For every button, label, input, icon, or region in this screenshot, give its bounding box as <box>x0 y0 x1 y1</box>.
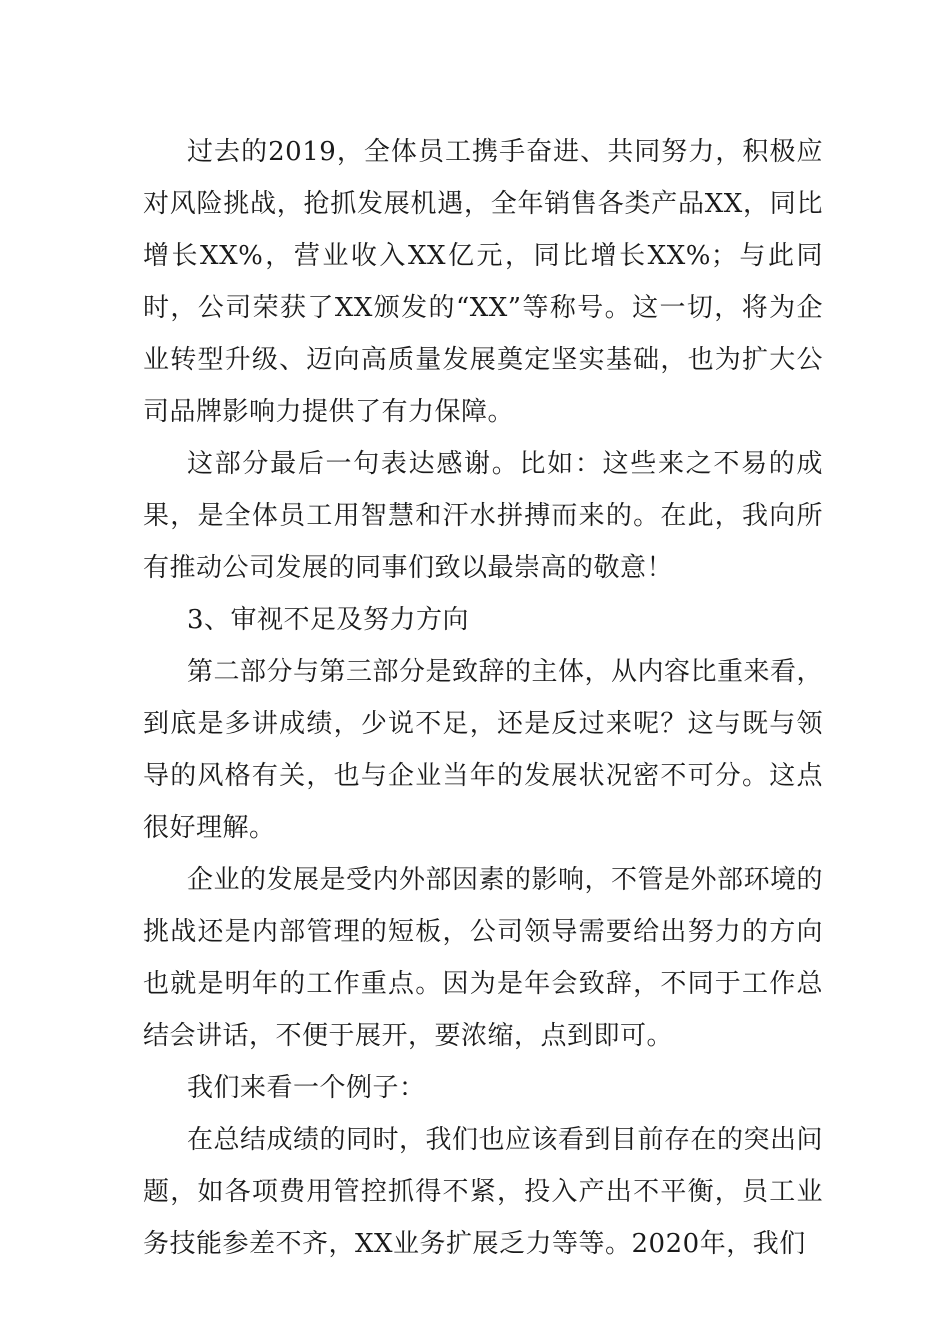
paragraph-example-intro: 我们来看一个例子： <box>187 1073 426 1103</box>
paragraph-thanks: 这部分最后一句表达感谢。比如：这些来之不易的成果，是全体员工用智慧和汗水拼搏而来的。在此，我向所有推动公司发展的同事们致以最崇高的敬意！ <box>143 449 823 583</box>
paragraph-achievements: 过去的2019，全体员工携手奋进、共同努力，积极应对风险挑战，抢抓发展机遇，全年销售各类产品XX，同比增长XX%，营业收入XX亿元，同比增长XX%；与此同时，公司荣获了XX颁发的“XX”等称号。这一切，将为企业转型升级、迈向高质量发展奠定坚实基础，也为扩大公司品牌影响力提供了有力保障。 <box>143 137 823 427</box>
document-body <box>143 126 823 1270</box>
paragraph-main-body: 第二部分与第三部分是致辞的主体，从内容比重来看，到底是多讲成绩，少说不足，还是反过来呢？这与既与领导的风格有关，也与企业当年的发展状况密不可分。这点很好理解。 <box>143 657 824 843</box>
paragraph-example: 在总结成绩的同时，我们也应该看到目前存在的突出问题，如各项费用管控抓得不紧，投入产出不平衡，员工业务技能参差不齐，XX业务扩展乏力等等。2020年，我们 <box>143 1125 824 1259</box>
section-heading: 3、审视不足及努力方向 <box>187 605 470 635</box>
paragraph-development: 企业的发展是受内外部因素的影响，不管是外部环境的挑战还是内部管理的短板，公司领导需要给出努力的方向也就是明年的工作重点。因为是年会致辞，不同于工作总结会讲话，不便于展开，要浓缩，点到即可。 <box>143 865 824 1051</box>
